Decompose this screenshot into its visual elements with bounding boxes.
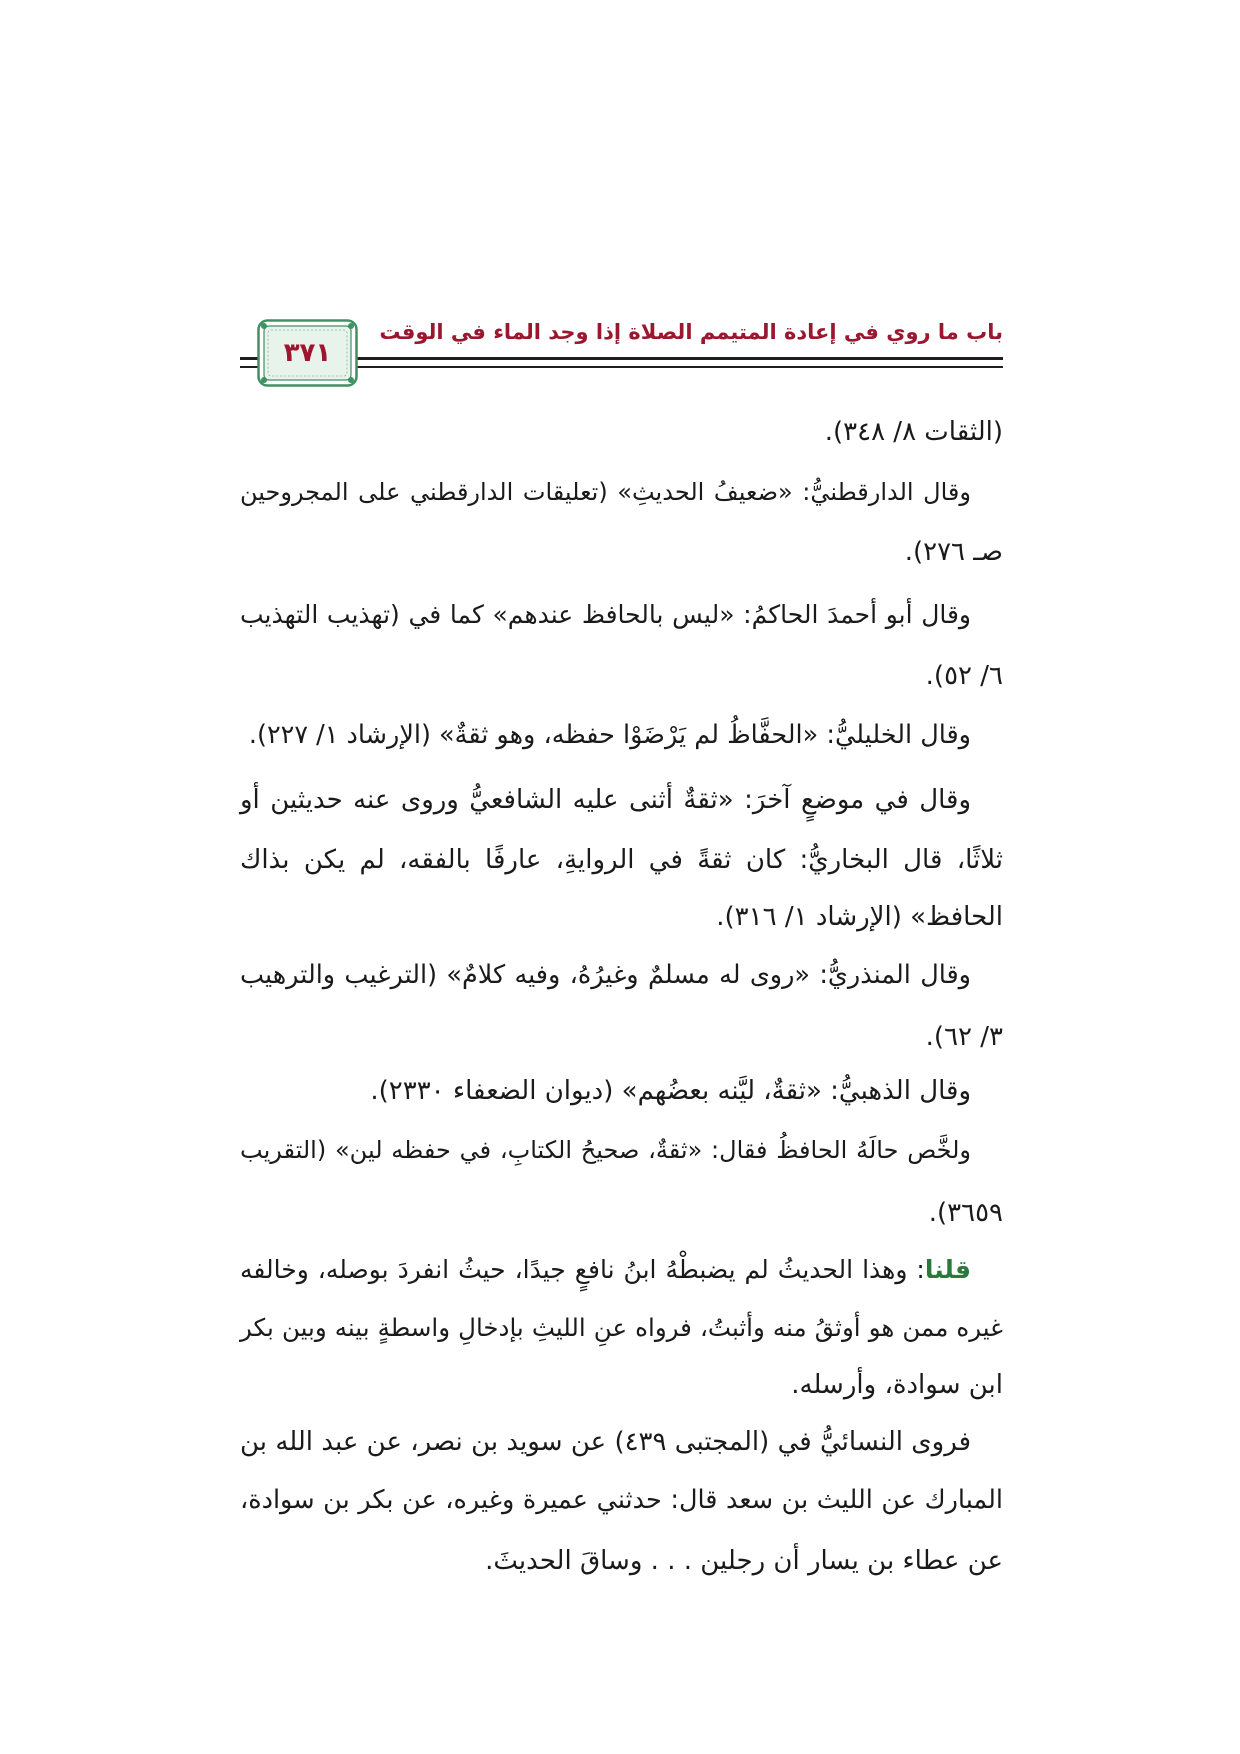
text-line: الحافظ» (الإرشاد ١/ ٣١٦). xyxy=(716,902,1003,932)
text-line: وقال المنذريُّ: «روى له مسلمٌ وغيرُهُ، وفيه كلامٌ» (الترغيب والترهيب xyxy=(240,960,971,990)
text-line: ٣/ ٦٢). xyxy=(925,1022,1003,1052)
text-line: المبارك عن الليث بن سعد قال: حدثني عميرة وغيره، عن بكر بن سوادة، xyxy=(240,1485,1003,1515)
comment-label: قلنا xyxy=(924,1255,971,1284)
text-line: وقال الخليليُّ: «الحفَّاظُ لم يَرْضَوْا حفظه، وهو ثقةٌ» (الإرشاد ١/ ٢٢٧). xyxy=(248,720,971,750)
text-line: وقال الدارقطنيُّ: «ضعيفُ الحديثِ» (تعليقات الدارقطني على المجروحين xyxy=(240,478,971,506)
text-line: وقال في موضعٍ آخرَ: «ثقةٌ أثنى عليه الشافعيُّ وروى عنه حديثين أو xyxy=(240,785,971,815)
page-number-badge xyxy=(257,319,358,387)
text-line xyxy=(240,1240,1003,1300)
text-line: غيره ممن هو أوثقُ منه وأثبتُ، فرواه عنِ الليثِ بإدخالِ واسطةٍ بينه وبين بكر xyxy=(240,1313,1003,1342)
text-line: ابن سوادة، وأرسله. xyxy=(791,1370,1003,1400)
text-line: (الثقات ٨/ ٣٤٨). xyxy=(824,417,1003,447)
text-line: وقال أبو أحمدَ الحاكمُ: «ليس بالحافظ عندهم» كما في (تهذيب التهذيب xyxy=(240,600,971,629)
text-line-content: : وهذا الحديثُ لم يضبطْهُ ابنُ نافعٍ جيدًا، حيثُ انفردَ بوصله، وخالفه xyxy=(240,1255,925,1284)
page-number: ٣٧١ xyxy=(283,338,332,368)
text-line: ثلاثًا، قال البخاريُّ: كان ثقةً في الروايةِ، عارفًا بالفقه، لم يكن بذاك xyxy=(240,845,1003,875)
text-line: وقال الذهبيُّ: «ثقةٌ، ليَّنه بعضُهم» (ديوان الضعفاء ٢٣٣٠). xyxy=(370,1076,971,1106)
text-line: ولخَّص حالَهُ الحافظُ فقال: «ثقةٌ، صحيحُ الكتابِ، في حفظه لين» (التقريب xyxy=(240,1136,971,1164)
text-line: ٦/ ٥٢). xyxy=(925,661,1003,691)
text-line: صـ ٢٧٦). xyxy=(904,537,1003,567)
text-line: فروى النسائيُّ في (المجتبى ٤٣٩) عن سويد بن نصر، عن عبد الله بن xyxy=(240,1427,971,1457)
text-line: عن عطاء بن يسار أن رجلين . . . وساقَ الحديثَ. xyxy=(485,1546,1003,1576)
running-header-title: باب ما روي في إعادة المتيمم الصلاة إذا وجد الماء في الوقت xyxy=(379,320,1003,344)
text-line: ٣٦٥٩). xyxy=(928,1198,1003,1228)
